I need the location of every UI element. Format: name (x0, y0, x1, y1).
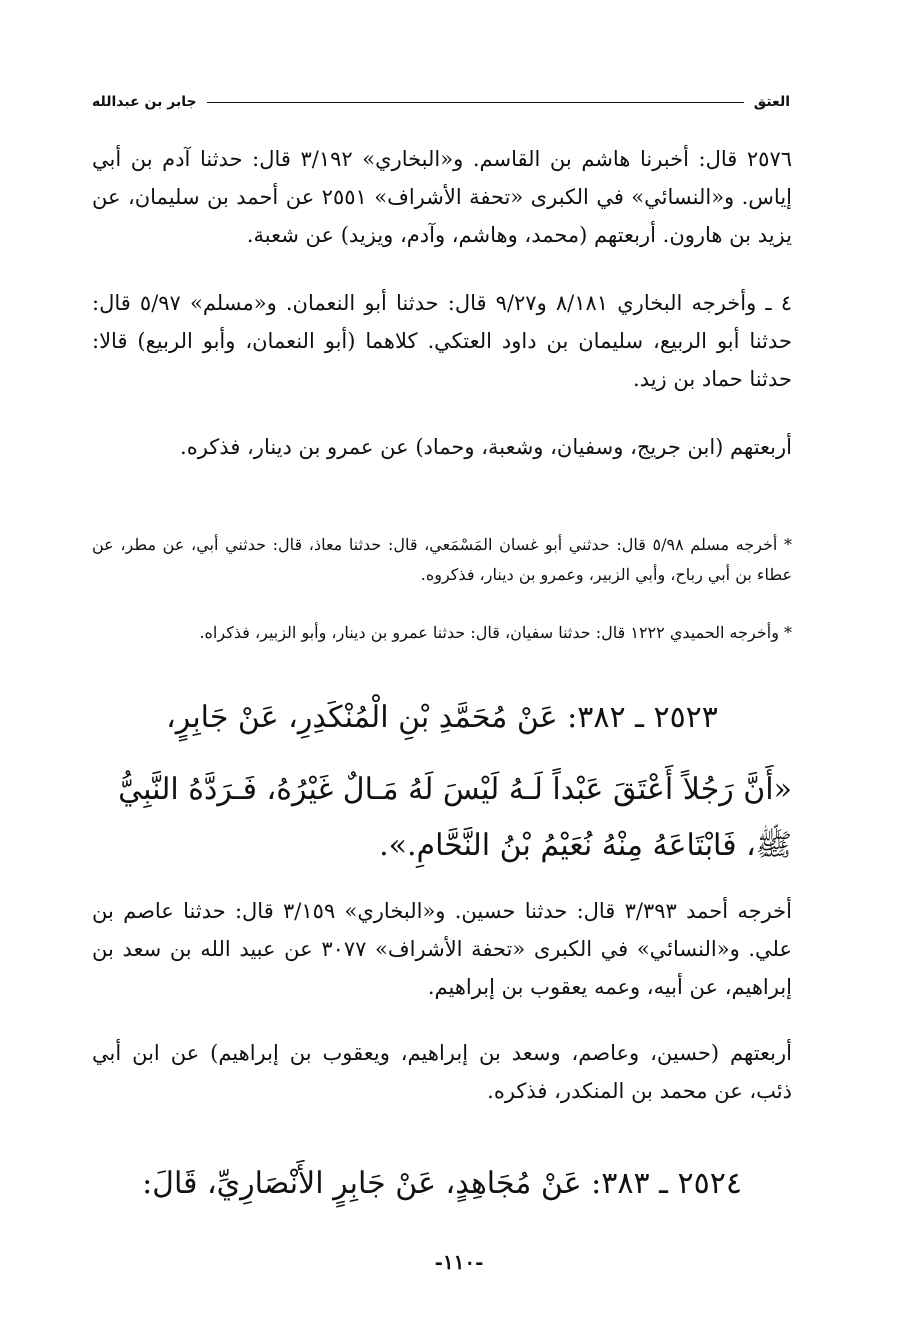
header-rule (207, 102, 744, 103)
footnote-1: * أخرجه مسلم ٥/٩٨ قال: حدثني أبو غسان المَسْمَعي، قال: حدثنا معاذ، قال: حدثني أبي، عن مطر، عن عطاء بن أبي رباح، وأبي الزبير، وعمرو بن دينار، فذكروه. (92, 535, 792, 584)
running-header (92, 88, 790, 116)
paragraph-1: ٢٥٧٦ قال: أخبرنا هاشم بن القاسم. و«البخاري» ٣/١٩٢ قال: حدثنا آدم بن أبي إياس. و«النسائي» في الكبرى «تحفة الأشراف» ٢٥٥١ عن أحمد بن سليمان، عن يزيد بن هارون. أربعتهم (محمد، وهاشم، وآدم، ويزيد) عن شعبة. (92, 147, 793, 247)
hadith-382-matn: «أَنَّ رَجُلاً أَعْتَقَ عَبْداً لَـهُ لَيْسَ لَهُ مَـالٌ غَيْرُهُ، فَـرَدَّهُ النَّبِيُّ ﷺ، فَابْتَاعَهُ مِنْهُ نُعَيْمُ بْنُ النَّحَّامِ.». (118, 772, 792, 863)
chapter-title: العتق (753, 94, 790, 110)
footnote-2: * وأخرجه الحميدي ١٢٢٢ قال: حدثنا سفيان، قال: حدثنا عمرو بن دينار، وأبو الزبير، فذكراه. (199, 623, 792, 642)
hadith-382-title: ٢٥٢٣ ـ ٣٨٢: عَنْ مُحَمَّدِ بْنِ الْمُنْكَدِرِ، عَنْ جَابِرٍ، (166, 700, 718, 735)
paragraph-4: أخرجه أحمد ٣/٣٩٣ قال: حدثنا حسين. و«البخاري» ٣/١٥٩ قال: حدثنا عاصم بن علي. و«النسائي» في الكبرى «تحفة الأشراف» ٣٠٧٧ عن عبيد الله بن سعد بن إبراهيم، عن أبيه، وعمه يعقوب بن إبراهيم. (92, 899, 793, 999)
hadith-383-title: ٢٥٢٤ ـ ٣٨٣: عَنْ مُجَاهِدٍ، عَنْ جَابِرٍ الأَنْصَارِيِّ، قَالَ: (142, 1166, 742, 1201)
paragraph-3: أربعتهم (ابن جريج، وسفيان، وشعبة، وحماد) عن عمرو بن دينار، فذكره. (180, 435, 792, 459)
section-title: جابر بن عبدالله (92, 94, 197, 110)
page-number: -١١٠- (434, 1250, 484, 1274)
paragraph-5: أربعتهم (حسين، وعاصم، وسعد بن إبراهيم، ويعقوب بن إبراهيم) عن ابن أبي ذئب، عن محمد بن المنكدر، فذكره. (92, 1041, 792, 1103)
paragraph-2: ٤ ـ وأخرجه البخاري ٨/١٨١ و٩/٢٧ قال: حدثنا أبو النعمان. و«مسلم» ٥/٩٧ قال: حدثنا أبو الربيع، سليمان بن داود العتكي. كلاهما (أبو النعمان، وأبو الربيع) قالا: حدثنا حماد بن زيد. (92, 291, 792, 391)
